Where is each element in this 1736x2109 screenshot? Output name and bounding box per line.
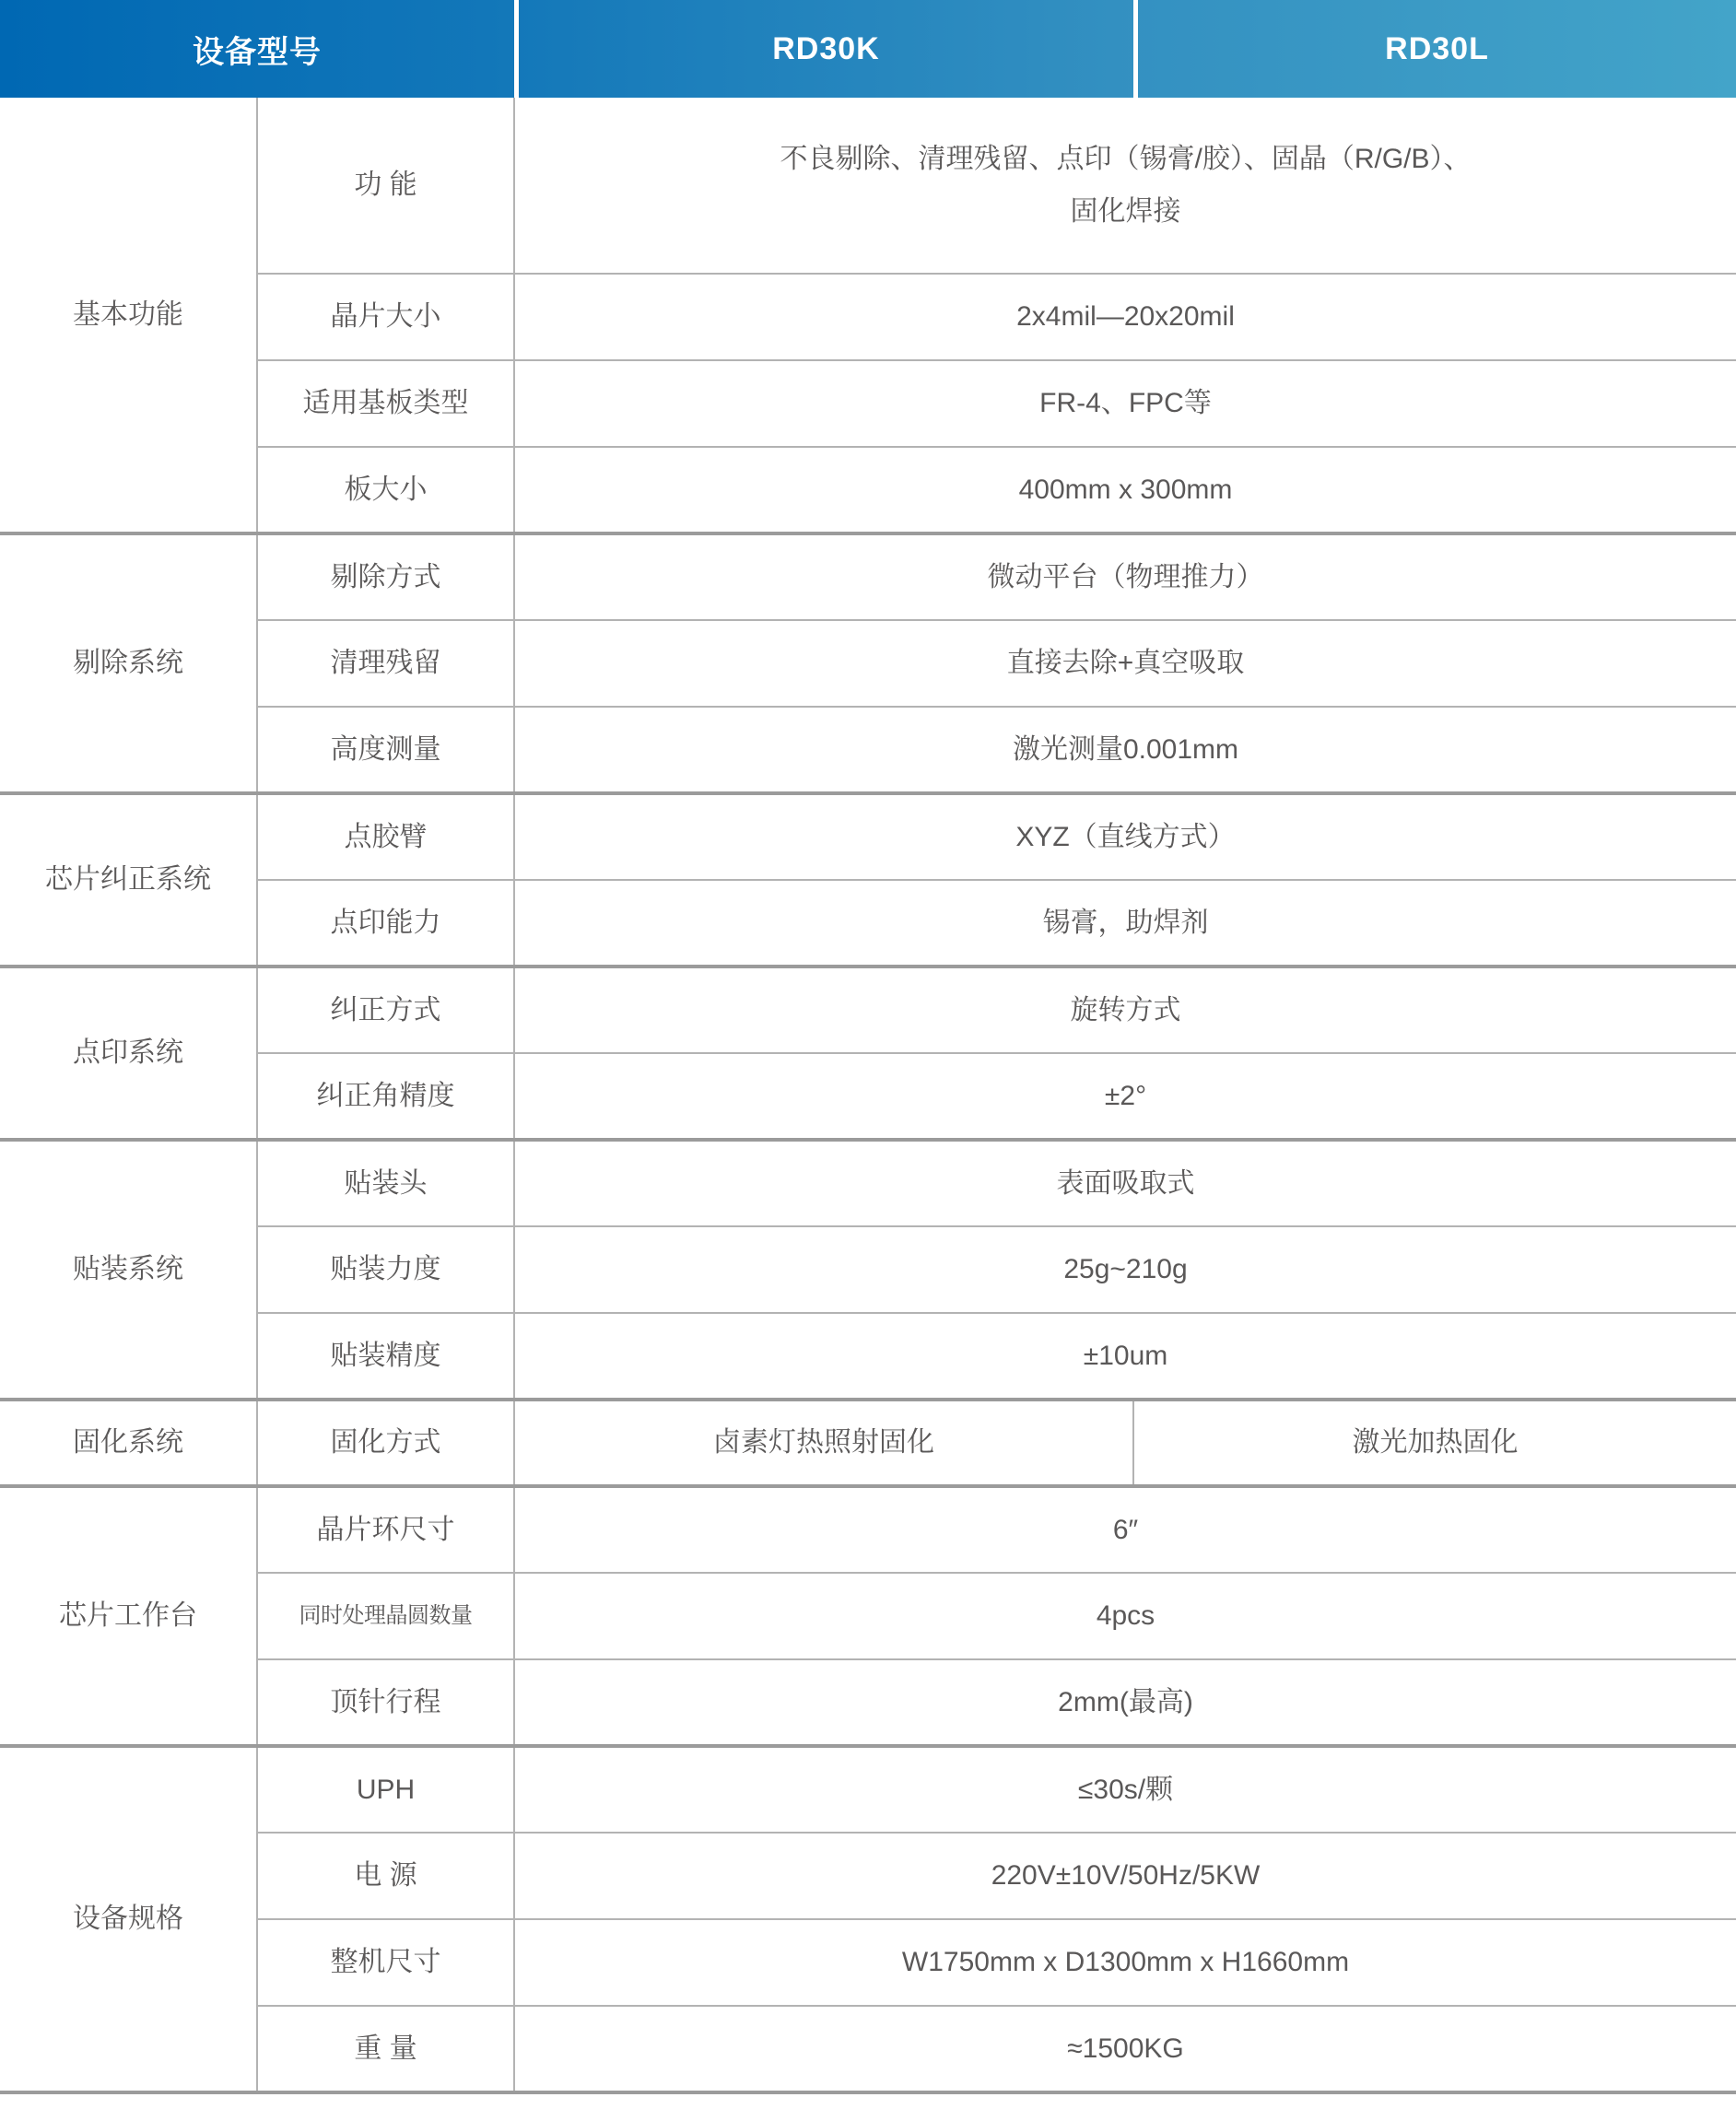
- table-row: [0, 533, 1736, 620]
- value-correction-angle-accuracy: ±2°: [514, 1053, 1736, 1140]
- value-residue-cleaning: 直接去除+真空吸取: [514, 620, 1736, 707]
- value-machine-dimensions: W1750mm x D1300mm x H1660mm: [514, 1919, 1736, 2006]
- group-label-printing-system: 点印系统: [0, 967, 257, 1140]
- value-function: [514, 98, 1736, 274]
- value-mounting-head: 表面吸取式: [514, 1140, 1736, 1226]
- table-header: [0, 0, 1736, 98]
- value-simultaneous-wafers: 4pcs: [514, 1573, 1736, 1659]
- param-power-supply: 电 源: [257, 1833, 514, 1919]
- param-printing-capability: 点印能力: [257, 880, 514, 967]
- group-label-equipment-specs: 设备规格: [0, 1746, 257, 2092]
- value-weight: ≈1500KG: [514, 2006, 1736, 2092]
- table-row: [0, 1746, 1736, 1833]
- value-mounting-force: 25g~210g: [514, 1226, 1736, 1313]
- table-row: [0, 360, 1736, 447]
- table-row: [0, 1833, 1736, 1919]
- value-uph: ≤30s/颗: [514, 1746, 1736, 1833]
- table-row: [0, 967, 1736, 1053]
- table-row: [0, 274, 1736, 360]
- header-rd30l: RD30L: [1385, 30, 1489, 66]
- spec-table: [0, 98, 1736, 2094]
- param-board-size: 板大小: [257, 447, 514, 533]
- param-removal-method: 剔除方式: [257, 533, 514, 620]
- group-label-curing-system: 固化系统: [0, 1400, 257, 1486]
- param-height-measurement: 高度测量: [257, 707, 514, 793]
- param-substrate-type: 适用基板类型: [257, 360, 514, 447]
- param-function: 功 能: [257, 98, 514, 274]
- header-rd30k: RD30K: [772, 30, 880, 66]
- value-board-size: 400mm x 300mm: [514, 447, 1736, 533]
- param-mounting-head: 贴装头: [257, 1140, 514, 1226]
- header-device-model: 设备型号: [193, 34, 322, 70]
- value-function-line2: 固化焊接: [1070, 196, 1181, 227]
- table-row: [0, 793, 1736, 880]
- param-machine-dimensions: 整机尺寸: [257, 1919, 514, 2006]
- group-label-chip-worktable: 芯片工作台: [0, 1486, 257, 1746]
- table-row: [0, 1140, 1736, 1226]
- value-dispensing-arm: XYZ（直线方式）: [514, 793, 1736, 880]
- param-correction-angle-accuracy: 纠正角精度: [257, 1053, 514, 1140]
- value-printing-capability: 锡膏，助焊剂: [514, 880, 1736, 967]
- table-row: [0, 1486, 1736, 1573]
- param-wafer-ring-size: 晶片环尺寸: [257, 1486, 514, 1573]
- value-die-size: 2x4mil—20x20mil: [514, 274, 1736, 360]
- value-correction-method: 旋转方式: [514, 967, 1736, 1053]
- param-curing-method: 固化方式: [257, 1400, 514, 1486]
- table-row: [0, 1659, 1736, 1746]
- value-wafer-ring-size: 6″: [514, 1486, 1736, 1573]
- value-substrate-type: FR-4、FPC等: [514, 360, 1736, 447]
- param-uph: UPH: [257, 1746, 514, 1833]
- value-height-measurement: 激光测量0.001mm: [514, 707, 1736, 793]
- table-row: [0, 1313, 1736, 1400]
- group-label-chip-correction-system: 芯片纠正系统: [0, 793, 257, 967]
- param-residue-cleaning: 清理残留: [257, 620, 514, 707]
- param-simultaneous-wafers: 同时处理晶圆数量: [257, 1573, 514, 1659]
- param-die-size: 晶片大小: [257, 274, 514, 360]
- table-row: [0, 707, 1736, 793]
- param-mounting-force: 贴装力度: [257, 1226, 514, 1313]
- param-weight: 重 量: [257, 2006, 514, 2092]
- param-mounting-accuracy: 贴装精度: [257, 1313, 514, 1400]
- table-row: [0, 1053, 1736, 1140]
- value-power-supply: 220V±10V/50Hz/5KW: [514, 1833, 1736, 1919]
- table-row: [0, 620, 1736, 707]
- param-dispensing-arm: 点胶臂: [257, 793, 514, 880]
- table-row: [0, 1573, 1736, 1659]
- param-ejector-pin-stroke: 顶针行程: [257, 1659, 514, 1746]
- value-curing-method-rd30l: 激光加热固化: [1133, 1400, 1736, 1486]
- value-mounting-accuracy: ±10um: [514, 1313, 1736, 1400]
- group-label-basic-functions: 基本功能: [0, 98, 257, 533]
- table-row: [0, 98, 1736, 274]
- table-row: [0, 1400, 1736, 1486]
- table-row: [0, 880, 1736, 967]
- table-row: [0, 1919, 1736, 2006]
- param-correction-method: 纠正方式: [257, 967, 514, 1053]
- table-row: [0, 1226, 1736, 1313]
- table-row: [0, 2006, 1736, 2092]
- table-row: [0, 447, 1736, 533]
- value-curing-method-rd30k: 卤素灯热照射固化: [514, 1400, 1133, 1486]
- group-label-mounting-system: 贴装系统: [0, 1140, 257, 1400]
- group-label-removal-system: 剔除系统: [0, 533, 257, 793]
- value-removal-method: 微动平台（物理推力）: [514, 533, 1736, 620]
- value-function-line1: 不良剔除、清理残留、点印（锡膏/胶）、固晶（R/G/B）、: [780, 144, 1472, 174]
- value-ejector-pin-stroke: 2mm(最高): [514, 1659, 1736, 1746]
